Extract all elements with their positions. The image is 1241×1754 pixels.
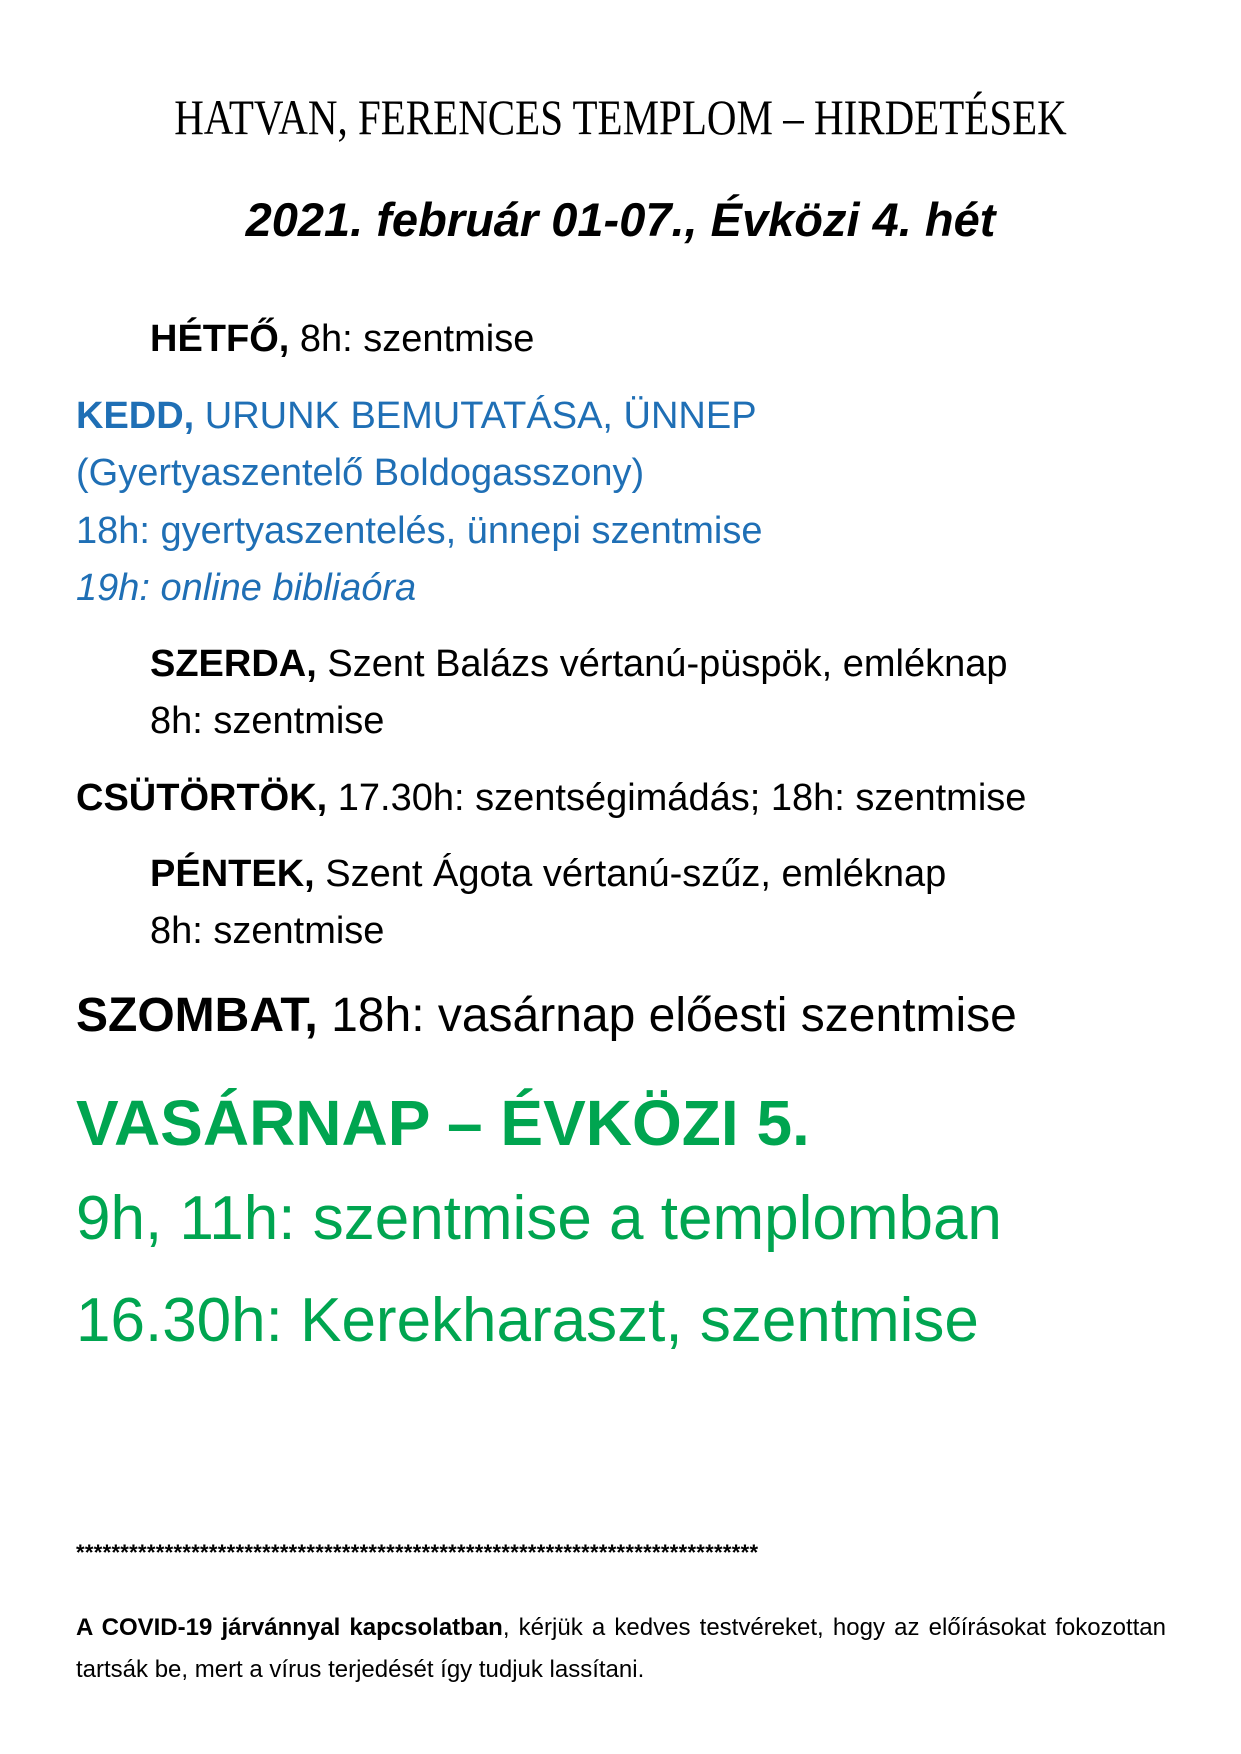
wednesday-text: Szent Balázs vértanú-püspök, emléknap (316, 643, 1008, 685)
notice-bold: A COVID-19 járvánnyal kapcsolatban (76, 1614, 503, 1641)
sunday-heading: VASÁRNAP – ÉVKÖZI 5. (76, 1087, 810, 1159)
separator: ***************************************************************************** (76, 1540, 759, 1565)
saturday-line (76, 988, 1017, 1043)
tuesday-line (76, 395, 757, 438)
thursday-line (76, 777, 1026, 820)
tuesday-line-2: (Gyertyaszentelő Boldogasszony) (76, 452, 645, 494)
notice-text: , kérjük a kedves testvéreket, hogy az előírásokat fokozottan tartsák be, mert a vírus terjedését így tudjuk lassítani. (76, 1614, 1166, 1683)
friday-text: Szent Ágota vértanú-szűz, emléknap (314, 853, 947, 895)
wednesday-line-2: 8h: szentmise (150, 700, 385, 742)
page-title: HATVAN, FERENCES TEMPLOM – HIRDETÉSEK (174, 89, 1067, 145)
tuesday-line-3: 18h: gyertyaszentelés, ünnepi szentmise (76, 510, 763, 552)
monday-day: HÉTFŐ, (150, 318, 290, 360)
monday-line (150, 318, 534, 361)
wednesday-line (150, 643, 1008, 686)
thursday-text: 17.30h: szentségimádás; 18h: szentmise (327, 777, 1027, 819)
friday-line-2: 8h: szentmise (150, 910, 385, 952)
saturday-text: 18h: vasárnap előesti szentmise (317, 989, 1017, 1042)
monday-text: 8h: szentmise (289, 318, 535, 360)
friday-day: PÉNTEK, (150, 853, 315, 895)
tuesday-day: KEDD, (76, 395, 195, 437)
saturday-day: SZOMBAT, (76, 989, 318, 1042)
thursday-day: CSÜTÖRTÖK, (76, 777, 328, 819)
friday-line (150, 853, 946, 896)
tuesday-text: URUNK BEMUTATÁSA, ÜNNEP (194, 395, 757, 437)
tuesday-line-4: 19h: online bibliaóra (76, 567, 417, 609)
sunday-line-3: 16.30h: Kerekharaszt, szentmise (76, 1286, 979, 1355)
covid-notice (76, 1607, 1166, 1691)
page-subtitle: 2021. február 01-07., Évközi 4. hét (245, 193, 996, 246)
sunday-line-2: 9h, 11h: szentmise a templomban (76, 1184, 1002, 1253)
wednesday-day: SZERDA, (150, 643, 317, 685)
